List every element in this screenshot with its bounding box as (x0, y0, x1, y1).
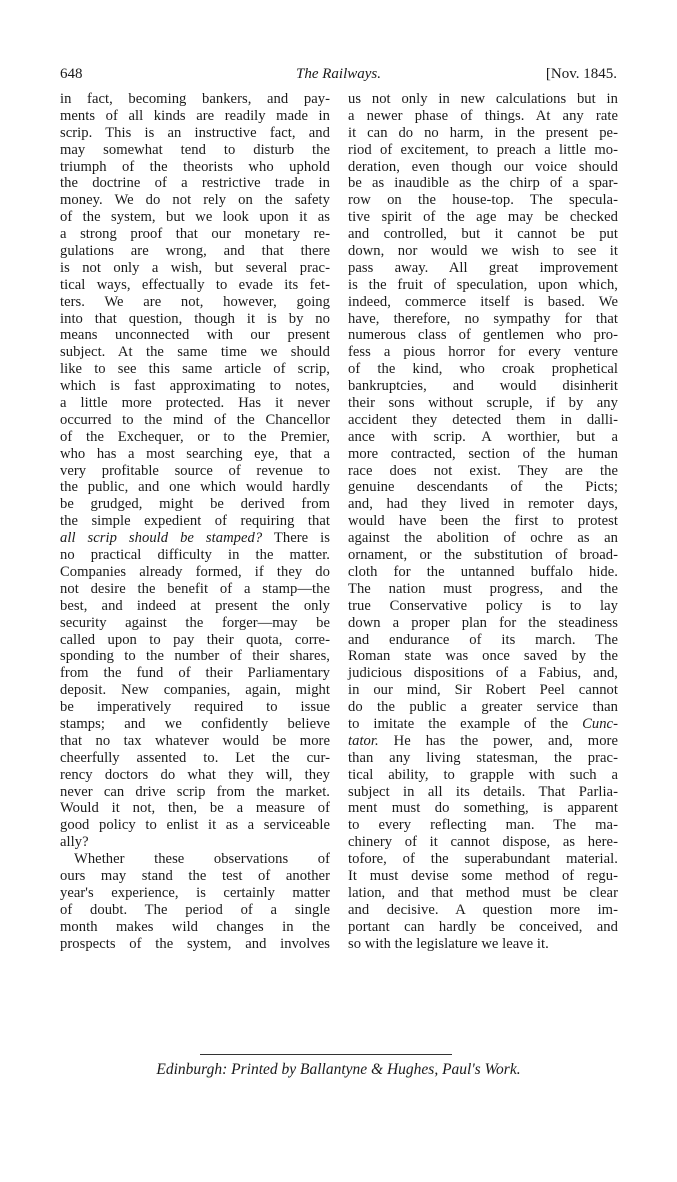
text-line: is not only a wish, but several prac- (60, 259, 330, 276)
text-line: fess a pious horror for every venture (348, 344, 618, 361)
text-line: scrip. This is an instructive fact, and (60, 124, 330, 141)
text-line: a little more protected. Has it never (60, 395, 330, 412)
text-line: in our mind, Sir Robert Peel cannot (348, 682, 618, 699)
text-line: to every reflecting man. The ma- (348, 817, 618, 834)
text-line: and controlled, but it cannot be put (348, 226, 618, 243)
italic-text: Cunc- (582, 715, 618, 732)
text-line: ally? (60, 834, 89, 851)
text-line: Would it not, then, be a measure of (60, 800, 330, 817)
text-line: tical ability, to grapple with such a (348, 766, 618, 783)
text-line: against the abolition of ochre as an (348, 530, 618, 547)
text-line: money. We do not rely on the safety (60, 192, 330, 209)
italic-text: tator. (348, 732, 379, 749)
text-line: the simple expedient of requiring that (60, 513, 330, 530)
text-line: numerous class of gentlemen who pro- (348, 327, 618, 344)
text-line: sponding to the number of their shares, (60, 648, 330, 665)
text-line: pass away. All great improvement (348, 259, 618, 276)
text-line: down, nor would we wish to see it (348, 243, 618, 260)
text-line: no practical difficulty in the matter. (60, 547, 330, 564)
text-line: The nation must progress, and the (348, 580, 618, 597)
page-number: 648 (60, 66, 83, 82)
text-line: it can do no harm, in the present pe- (348, 124, 618, 141)
text-line: good policy to enlist it as a serviceable (60, 817, 330, 834)
text-line: like to see this same article of scrip, (60, 361, 330, 378)
text-line: cloth for the untanned buffalo hide. (348, 563, 618, 580)
text-line: true Conservative policy is to lay (348, 597, 618, 614)
text-run: He has the power, and, more (378, 732, 618, 749)
text-line: lation, and that method must be clear (348, 884, 618, 901)
text-line (348, 716, 618, 733)
text-line: be imperatively required to issue (60, 699, 330, 716)
printer-imprint: Edinburgh: Printed by Ballantyne & Hughes, Paul's Work. (156, 1061, 521, 1078)
text-line: ance with scrip. A worthier, but a (348, 428, 618, 445)
text-line: of the Exchequer, or to the Premier, (60, 428, 330, 445)
text-line: Companies already formed, if they do (60, 563, 330, 580)
text-line: very profitable source of revenue to (60, 462, 330, 479)
text-line: the doctrine of a restrictive trade in (60, 175, 330, 192)
text-line: never can drive scrip from the market. (60, 783, 330, 800)
text-line: cheerfully assented to. Let the cur- (60, 749, 330, 766)
text-line: who has a most searching eye, that a (60, 445, 330, 462)
text-line: best, and indeed at present the only (60, 597, 330, 614)
text-line: their sons without scruple, if by any (348, 395, 618, 412)
text-line: ornament, or the substitution of broad- (348, 547, 618, 564)
text-line: than any living statesman, the prac- (348, 749, 618, 766)
text-line: means unconnected with our present (60, 327, 330, 344)
running-title: The Railways. (296, 66, 381, 82)
text-line: have, therefore, no sympathy for that (348, 310, 618, 327)
text-line: triumph of the theorists who uphold (60, 158, 330, 175)
text-line: would have been the first to protest (348, 513, 618, 530)
text-line: and decisive. A question more im- (348, 901, 618, 918)
text-line: not desire the benefit of a stamp—the (60, 580, 330, 597)
text-line: ters. We are not, however, going (60, 293, 330, 310)
text-line: deposit. New companies, again, might (60, 682, 330, 699)
text-line: subject in all its details. That Parlia- (348, 783, 618, 800)
text-line: tive spirit of the age may be checked (348, 209, 618, 226)
text-line: portant can hardly be conceived, and (348, 918, 618, 935)
text-line: gulations are wrong, and that there (60, 243, 330, 260)
text-line: occurred to the mind of the Chancellor (60, 411, 330, 428)
text-line: Roman state was once saved by the (348, 648, 618, 665)
text-line: judicious dispositions of a Fabius, and, (348, 665, 618, 682)
text-line: do the public a greater service than (348, 699, 618, 716)
text-line: the public, and one which would hardly (60, 479, 330, 496)
text-line: and, had they lived in remoter days, (348, 496, 618, 513)
text-line: month makes wild changes in the (60, 918, 330, 935)
text-line: tical ways, effectually to evade its fet- (60, 276, 330, 293)
text-line: into that question, though it is by no (60, 310, 330, 327)
text-line: row on the house-top. The specula- (348, 192, 618, 209)
text-line: indeed, commerce itself is based. We (348, 293, 618, 310)
text-line: rency doctors do what they will, they (60, 766, 330, 783)
text-line: security against the forger—may be (60, 614, 330, 631)
text-line: down a proper plan for the steadiness (348, 614, 618, 631)
text-line: called upon to pay their quota, corre- (60, 631, 330, 648)
text-line: may somewhat tend to disturb the (60, 141, 330, 158)
text-line: deration, even though our voice should (348, 158, 618, 175)
left-column (60, 91, 330, 952)
text-run: to imitate the example of the (348, 715, 583, 732)
footer-rule (200, 1054, 452, 1055)
text-line: of the system, but we look upon it as (60, 209, 330, 226)
text-line: chinery of it cannot dispose, as here- (348, 834, 618, 851)
text-line: that no tax whatever would be more (60, 732, 330, 749)
text-line (60, 530, 330, 547)
text-line: so with the legislature we leave it. (348, 935, 549, 952)
text-line: a strong proof that our monetary re- (60, 226, 330, 243)
text-line: subject. At the same time we should (60, 344, 330, 361)
text-line: a newer phase of things. At any rate (348, 107, 618, 124)
text-line: is the fruit of speculation, upon which, (348, 276, 618, 293)
text-line: tofore, of the superabundant material. (348, 851, 618, 868)
text-run: There is (262, 530, 330, 547)
text-line: accident they detected them in dalli- (348, 411, 618, 428)
issue-date: [Nov. 1845. (545, 66, 617, 82)
text-line: which is fast approximating to notes, (60, 378, 330, 395)
text-line: ours may stand the test of another (60, 867, 330, 884)
right-column (348, 91, 618, 952)
text-line: bankruptcies, and would disinherit (348, 378, 618, 395)
text-line: of the kind, who croak prophetical (348, 361, 618, 378)
text-line: It must devise some method of regu- (348, 867, 618, 884)
text-line: race does not exist. They are the (348, 462, 618, 479)
text-line: ments of all kinds are readily made in (60, 107, 330, 124)
text-line: in fact, becoming bankers, and pay- (60, 91, 330, 107)
text-line: and endurance of its march. The (348, 631, 618, 648)
text-line (348, 733, 618, 750)
text-line: genuine descendants of the Picts; (348, 479, 618, 496)
text-line: of doubt. The period of a single (60, 901, 330, 918)
text-line: year's experience, is certainly matter (60, 884, 330, 901)
text-line: ment must do something, is apparent (348, 800, 618, 817)
text-line: us not only in new calculations but in (348, 91, 618, 107)
text-line: Whether these observations of (74, 851, 330, 868)
text-line: from the fund of their Parliamentary (60, 665, 330, 682)
text-line: prospects of the system, and involves (60, 935, 330, 952)
text-line: be as inaudible as the chirp of a spar- (348, 175, 618, 192)
text-line: more contracted, section of the human (348, 445, 618, 462)
italic-text: all scrip should be stamped? (60, 530, 263, 547)
text-line: stamps; and we confidently believe (60, 715, 330, 732)
text-line: riod of excitement, to preach a little mo- (348, 141, 618, 158)
text-line: be grudged, might be derived from (60, 496, 330, 513)
